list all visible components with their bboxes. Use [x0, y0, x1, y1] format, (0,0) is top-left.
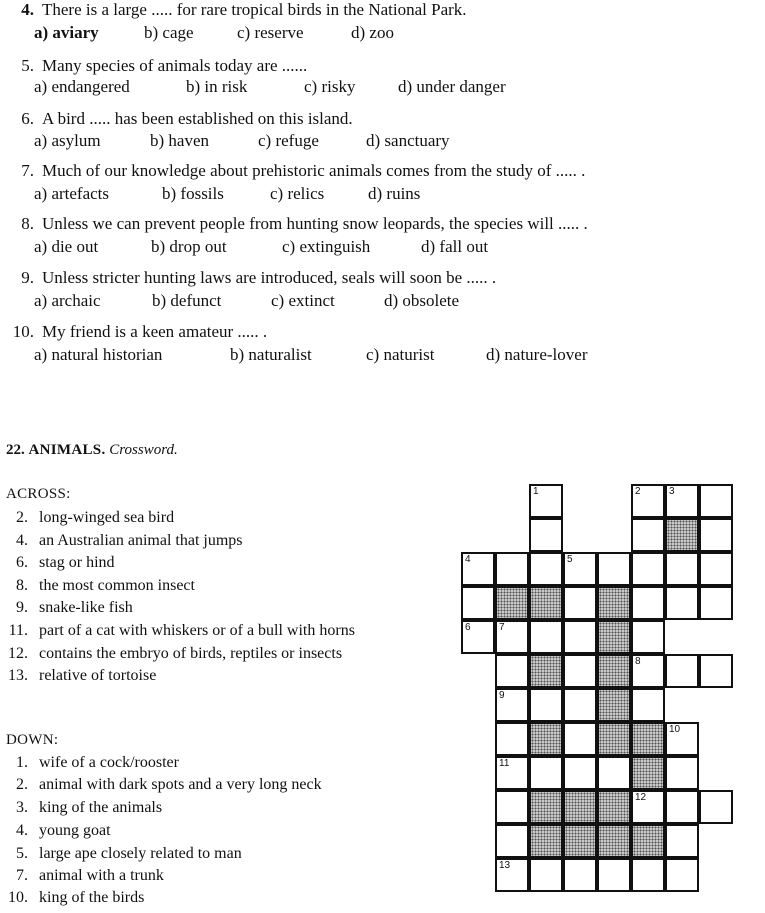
section-category: ANIMALS.	[28, 442, 106, 458]
option-d[interactable]: d) zoo	[351, 23, 394, 42]
crossword-cell[interactable]	[699, 552, 733, 586]
option-b[interactable]: b) in risk	[186, 77, 248, 96]
option-c[interactable]: c) refuge	[258, 131, 319, 150]
crossword-cell[interactable]	[699, 654, 733, 688]
crossword-cell[interactable]	[631, 518, 665, 552]
option-d[interactable]: d) sanctuary	[366, 131, 450, 150]
option-a[interactable]: a) artefacts	[34, 184, 110, 203]
crossword-cell[interactable]	[529, 756, 563, 790]
clue-across-12: 12. contains the embryo of birds, reptiles or insects	[8, 645, 343, 662]
crossword-cell[interactable]	[699, 586, 733, 620]
crossword-cell-number: 13	[499, 860, 511, 871]
question-number: 8.	[21, 214, 34, 233]
crossword-cell-number: 3	[669, 486, 675, 497]
crossword-cell[interactable]	[665, 484, 699, 518]
crossword-cell[interactable]	[495, 722, 529, 756]
crossword-shaded-cell	[529, 654, 563, 688]
option-b[interactable]: b) haven	[150, 131, 210, 150]
option-a[interactable]: a) endangered	[34, 77, 130, 96]
question-number: 9.	[21, 268, 34, 287]
option-c[interactable]: c) reserve	[237, 23, 304, 42]
crossword-cell[interactable]	[495, 552, 529, 586]
crossword-cell[interactable]	[563, 722, 597, 756]
crossword-cell[interactable]	[597, 552, 631, 586]
crossword-cell[interactable]	[665, 756, 699, 790]
question-text: My friend is a keen amateur ..... .	[42, 322, 268, 341]
crossword-cell[interactable]	[699, 790, 733, 824]
clue-down-7: 7. animal with a trunk	[16, 867, 164, 884]
crossword-shaded-cell	[563, 790, 597, 824]
crossword-shaded-cell	[665, 518, 699, 552]
option-b[interactable]: b) fossils	[162, 184, 224, 203]
crossword-cell[interactable]	[597, 858, 631, 892]
crossword-shaded-cell	[597, 654, 631, 688]
crossword-cell[interactable]	[563, 858, 597, 892]
question-text: There is a large ..... for rare tropical birds in the National Park.	[42, 0, 467, 19]
option-a[interactable]: a) natural historian	[34, 345, 163, 364]
clue-across-2: 2. long-winged sea bird	[16, 509, 175, 526]
crossword-cell[interactable]	[665, 552, 699, 586]
crossword-cell[interactable]	[529, 620, 563, 654]
option-c[interactable]: c) extinct	[271, 291, 335, 310]
clue-down-1: 1. wife of a cock/rooster	[16, 754, 179, 771]
crossword-cell[interactable]	[461, 586, 495, 620]
question-number: 6.	[21, 109, 34, 128]
down-heading: DOWN:	[6, 732, 59, 748]
option-a[interactable]: a) aviary	[34, 23, 99, 42]
crossword-cell[interactable]	[631, 620, 665, 654]
clue-down-10: 10. king of the birds	[8, 889, 145, 906]
crossword-cell[interactable]	[665, 790, 699, 824]
crossword-cell-number: 12	[635, 792, 647, 803]
crossword-cell[interactable]	[665, 858, 699, 892]
clue-down-4: 4. young goat	[16, 822, 111, 839]
option-b[interactable]: b) defunct	[152, 291, 222, 310]
crossword-cell-number: 7	[499, 622, 505, 633]
option-b[interactable]: b) cage	[144, 23, 194, 42]
crossword-cell[interactable]	[563, 688, 597, 722]
crossword-cell[interactable]	[495, 858, 529, 892]
crossword-cell-number: 6	[465, 622, 471, 633]
crossword-cell[interactable]	[529, 552, 563, 586]
crossword-cell[interactable]	[461, 620, 495, 654]
option-c[interactable]: c) extinguish	[282, 237, 371, 256]
question-text: A bird ..... has been established on this island.	[42, 109, 353, 128]
crossword-shaded-cell	[597, 790, 631, 824]
crossword-shaded-cell	[597, 688, 631, 722]
crossword-cell[interactable]	[495, 756, 529, 790]
crossword-cell[interactable]	[461, 552, 495, 586]
crossword-cell[interactable]	[563, 586, 597, 620]
crossword-cell[interactable]	[631, 484, 665, 518]
crossword-cell[interactable]	[699, 484, 733, 518]
option-b[interactable]: b) drop out	[151, 237, 227, 256]
crossword-shaded-cell	[495, 586, 529, 620]
clue-across-11: 11. part of a cat with whiskers or of a bull with horns	[8, 622, 355, 639]
question-number: 10.	[12, 322, 34, 341]
clue-across-4: 4. an Australian animal that jumps	[16, 532, 243, 549]
option-c[interactable]: c) risky	[304, 77, 356, 96]
crossword-cell[interactable]	[631, 688, 665, 722]
crossword-shaded-cell	[597, 722, 631, 756]
crossword-shaded-cell	[529, 722, 563, 756]
question-text: Many species of animals today are ......	[42, 56, 308, 75]
crossword-cell[interactable]	[495, 790, 529, 824]
crossword-shaded-cell	[631, 756, 665, 790]
section-title	[6, 442, 178, 459]
crossword-cell-number: 9	[499, 690, 505, 701]
option-c[interactable]: c) relics	[270, 184, 325, 203]
crossword-cell[interactable]	[665, 722, 699, 756]
crossword-cell[interactable]	[665, 654, 699, 688]
crossword-cell[interactable]	[665, 586, 699, 620]
crossword-shaded-cell	[529, 824, 563, 858]
crossword-shaded-cell	[631, 824, 665, 858]
crossword-cell[interactable]	[563, 552, 597, 586]
crossword-cell-number: 2	[635, 486, 641, 497]
crossword-cell[interactable]	[495, 688, 529, 722]
crossword-shaded-cell	[529, 586, 563, 620]
question-number: 5.	[21, 56, 34, 75]
crossword-cell[interactable]	[529, 858, 563, 892]
clue-across-8: 8. the most common insect	[16, 577, 195, 594]
option-c[interactable]: c) naturist	[366, 345, 435, 364]
crossword-cell[interactable]	[495, 620, 529, 654]
crossword-shaded-cell	[529, 790, 563, 824]
crossword-cell[interactable]	[563, 620, 597, 654]
section-subtitle: Crossword.	[109, 442, 178, 458]
crossword-shaded-cell	[597, 824, 631, 858]
clue-down-5: 5. large ape closely related to man	[16, 845, 242, 862]
option-d[interactable]: d) ruins	[368, 184, 421, 203]
crossword-cell[interactable]	[597, 756, 631, 790]
clue-across-6: 6. stag or hind	[16, 554, 115, 571]
option-d[interactable]: d) obsolete	[384, 291, 460, 310]
crossword-cell[interactable]	[699, 518, 733, 552]
option-a[interactable]: a) asylum	[34, 131, 101, 150]
crossword-cell[interactable]	[631, 790, 665, 824]
crossword-cell-number: 11	[499, 758, 510, 769]
crossword-cell[interactable]	[631, 654, 665, 688]
crossword-cell-number: 5	[567, 554, 573, 565]
crossword-cell[interactable]	[631, 586, 665, 620]
crossword-cell-number: 1	[533, 486, 539, 497]
crossword-cell[interactable]	[529, 518, 563, 552]
crossword-cell[interactable]	[563, 654, 597, 688]
crossword-cell[interactable]	[631, 858, 665, 892]
clue-across-13: 13. relative of tortoise	[8, 667, 157, 684]
question-text: Much of our knowledge about prehistoric animals comes from the study of ..... .	[42, 161, 586, 180]
clue-across-9: 9. snake-like fish	[16, 599, 133, 616]
crossword-cell[interactable]	[665, 824, 699, 858]
crossword-cell[interactable]	[495, 824, 529, 858]
crossword-shaded-cell	[597, 620, 631, 654]
question-number: 4.	[21, 0, 34, 19]
crossword-cell[interactable]	[495, 654, 529, 688]
question-text: Unless we can prevent people from hunting snow leopards, the species will ..... .	[42, 214, 588, 233]
clue-down-3: 3. king of the animals	[16, 799, 163, 816]
option-b[interactable]: b) naturalist	[230, 345, 312, 364]
crossword-cell[interactable]	[529, 688, 563, 722]
crossword-shaded-cell	[631, 722, 665, 756]
option-a[interactable]: a) die out	[34, 237, 99, 256]
option-a[interactable]: a) archaic	[34, 291, 101, 310]
option-d[interactable]: d) nature-lover	[486, 345, 588, 364]
crossword-cell[interactable]	[631, 552, 665, 586]
crossword-cell-number: 8	[635, 656, 641, 667]
clue-down-2: 2. animal with dark spots and a very long neck	[16, 776, 322, 793]
option-d[interactable]: d) fall out	[421, 237, 489, 256]
option-d[interactable]: d) under danger	[398, 77, 506, 96]
crossword-shaded-cell	[597, 586, 631, 620]
crossword-cell-number: 4	[465, 554, 471, 565]
crossword-cell-number: 10	[669, 724, 681, 735]
section-number: 22.	[6, 442, 25, 458]
crossword-shaded-cell	[563, 824, 597, 858]
question-number: 7.	[21, 161, 34, 180]
across-heading: ACROSS:	[6, 486, 71, 502]
crossword-cell[interactable]	[563, 756, 597, 790]
question-text: Unless stricter hunting laws are introduced, seals will soon be ..... .	[42, 268, 497, 287]
crossword-cell[interactable]	[529, 484, 563, 518]
